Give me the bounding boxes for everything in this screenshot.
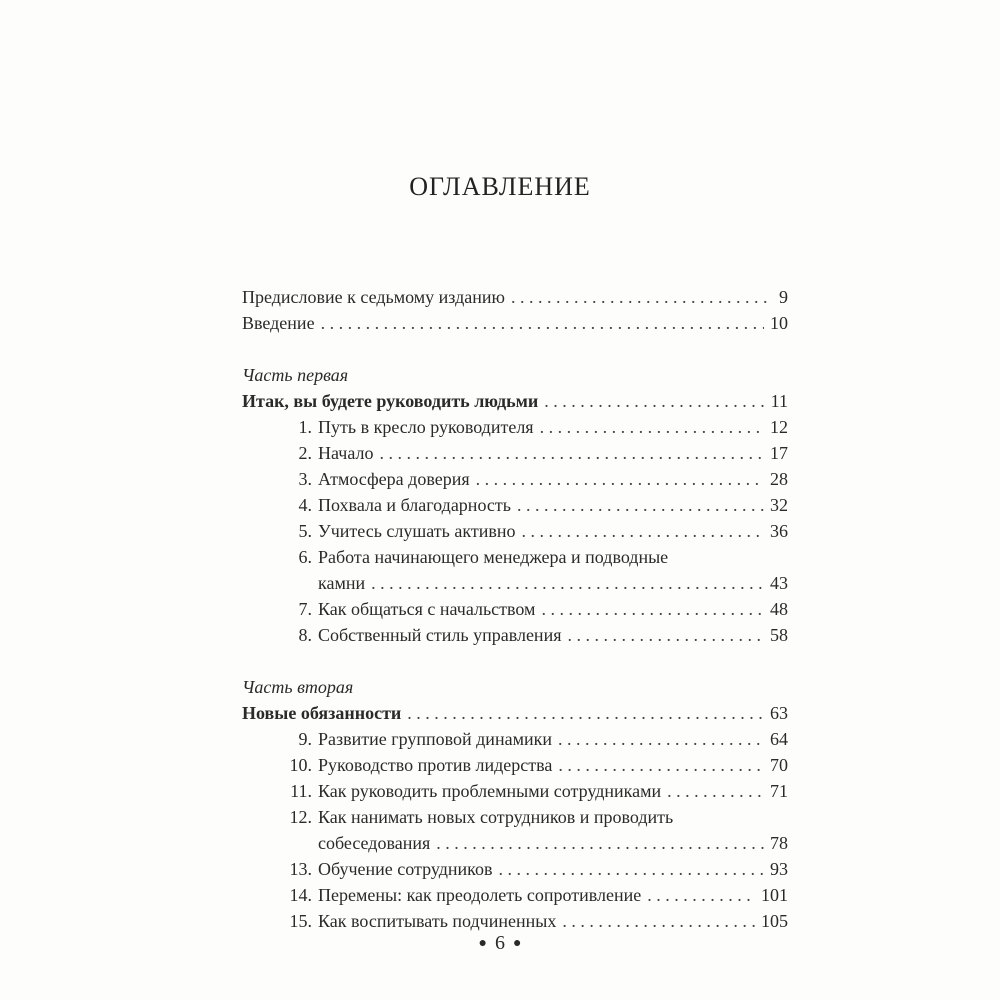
toc-chapter[interactable] — [242, 726, 788, 752]
chapter-number: 3. — [298, 469, 312, 489]
toc-entry-page: 10 — [770, 313, 788, 333]
toc-entry-title: Начало — [318, 443, 374, 463]
chapter-number: 1. — [298, 417, 312, 437]
toc-chapter[interactable] — [242, 596, 788, 622]
chapter-number: 4. — [298, 495, 312, 515]
toc-entry-title: Похвала и благодарность — [318, 495, 511, 515]
toc-chapter[interactable] — [242, 518, 788, 544]
toc-chapter[interactable] — [242, 466, 788, 492]
toc-entry-page: 9 — [779, 287, 788, 307]
chapter-number: 11. — [290, 781, 312, 801]
toc-entry-introduction[interactable] — [242, 310, 788, 336]
toc-chapter[interactable] — [242, 856, 788, 882]
toc-entry-page: 58 — [770, 625, 788, 645]
toc-entry-title: Руководство против лидерства — [318, 755, 553, 775]
toc-entry-title: Учитесь слушать активно — [318, 521, 516, 541]
toc-chapter[interactable] — [242, 440, 788, 466]
toc-chapter-continued[interactable] — [242, 830, 788, 856]
toc-entry-title: Как воспитывать подчиненных — [318, 911, 557, 931]
leader-dots — [647, 882, 755, 908]
toc-entry-page: 93 — [770, 859, 788, 879]
leader-dots — [567, 622, 764, 648]
leader-dots — [371, 570, 764, 596]
leader-dots — [436, 830, 764, 856]
toc-entry-page: 28 — [770, 469, 788, 489]
toc-entry-page: 63 — [770, 703, 788, 723]
page-number-value: 6 — [495, 932, 505, 954]
toc-entry-title-cont: камни — [318, 573, 366, 593]
chapter-number: 2. — [298, 443, 312, 463]
part-label: Часть вторая — [242, 677, 354, 697]
toc-chapter[interactable] — [242, 908, 788, 934]
toc-entry-page: 32 — [770, 495, 788, 515]
leader-dots — [522, 518, 765, 544]
table-of-contents — [242, 284, 788, 934]
chapter-number: 7. — [298, 599, 312, 619]
chapter-number: 10. — [289, 755, 312, 775]
leader-dots — [541, 596, 764, 622]
leader-dots — [540, 414, 764, 440]
chapter-number: 14. — [289, 885, 312, 905]
leader-dots — [407, 700, 764, 726]
chapter-number: 12. — [289, 807, 312, 827]
leader-dots — [558, 726, 764, 752]
toc-entry-page: 78 — [770, 833, 788, 853]
toc-entry-page: 48 — [770, 599, 788, 619]
toc-entry-page: 105 — [761, 911, 788, 931]
leader-dots — [499, 856, 765, 882]
toc-entry-title: Атмосфера доверия — [318, 469, 470, 489]
toc-entry-page: 101 — [761, 885, 788, 905]
toc-entry-title: Работа начинающего менеджера и подводные — [318, 547, 669, 567]
leader-dots — [511, 284, 773, 310]
chapter-number: 8. — [298, 625, 312, 645]
chapter-number: 9. — [298, 729, 312, 749]
toc-entry-title-cont: собеседования — [318, 833, 431, 853]
toc-chapter[interactable] — [242, 778, 788, 804]
toc-entry-title: Развитие групповой динамики — [318, 729, 552, 749]
toc-chapter[interactable] — [242, 414, 788, 440]
toc-entry-title: Перемены: как преодолеть сопротивление — [318, 885, 642, 905]
toc-entry-page: 43 — [770, 573, 788, 593]
toc-chapter[interactable] — [242, 752, 788, 778]
toc-chapter-continued[interactable] — [242, 570, 788, 596]
chapter-number: 13. — [289, 859, 312, 879]
toc-entry-title: Как руководить проблемными сотрудниками — [318, 781, 662, 801]
leader-dots — [558, 752, 764, 778]
leader-dots — [476, 466, 764, 492]
toc-chapter[interactable] — [242, 544, 788, 570]
toc-entry-preface[interactable] — [242, 284, 788, 310]
chapter-number: 6. — [298, 547, 312, 567]
leader-dots — [517, 492, 764, 518]
toc-entry-title: Введение — [242, 313, 315, 333]
leader-dots — [667, 778, 764, 804]
toc-entry-page: 64 — [770, 729, 788, 749]
chapter-number: 5. — [298, 521, 312, 541]
bullet-icon: ● — [513, 936, 522, 952]
page-number — [0, 932, 1000, 955]
toc-entry-title: Предисловие к седьмому изданию — [242, 287, 505, 307]
toc-entry-page: 36 — [770, 521, 788, 541]
chapter-number: 15. — [289, 911, 312, 931]
toc-entry-title: Собственный стиль управления — [318, 625, 562, 645]
toc-entry-title: Как нанимать новых сотрудников и проводить — [318, 807, 674, 827]
toc-entry-title: Как общаться с начальством — [318, 599, 536, 619]
toc-chapter[interactable] — [242, 882, 788, 908]
toc-entry-title: Обучение сотрудников — [318, 859, 493, 879]
leader-dots — [544, 388, 764, 414]
toc-part-heading[interactable] — [242, 388, 788, 414]
toc-chapter[interactable] — [242, 622, 788, 648]
leader-dots — [562, 908, 755, 934]
bullet-icon: ● — [478, 936, 487, 952]
toc-entry-title: Новые обязанности — [242, 703, 402, 723]
toc-entry-page: 71 — [770, 781, 788, 801]
page-title: ОГЛАВЛЕНИЕ — [409, 172, 591, 201]
toc-chapter[interactable] — [242, 804, 788, 830]
toc-entry-title: Итак, вы будете руководить людьми — [242, 391, 539, 411]
toc-entry-page: 11 — [770, 391, 788, 411]
toc-entry-page: 17 — [770, 443, 788, 463]
toc-entry-title: Путь в кресло руководителя — [318, 417, 534, 437]
toc-entry-page: 70 — [770, 755, 788, 775]
part-label: Часть первая — [242, 365, 349, 385]
toc-chapter[interactable] — [242, 492, 788, 518]
leader-dots — [321, 310, 764, 336]
leader-dots — [379, 440, 764, 466]
toc-entry-page: 12 — [770, 417, 788, 437]
toc-part-heading[interactable] — [242, 700, 788, 726]
